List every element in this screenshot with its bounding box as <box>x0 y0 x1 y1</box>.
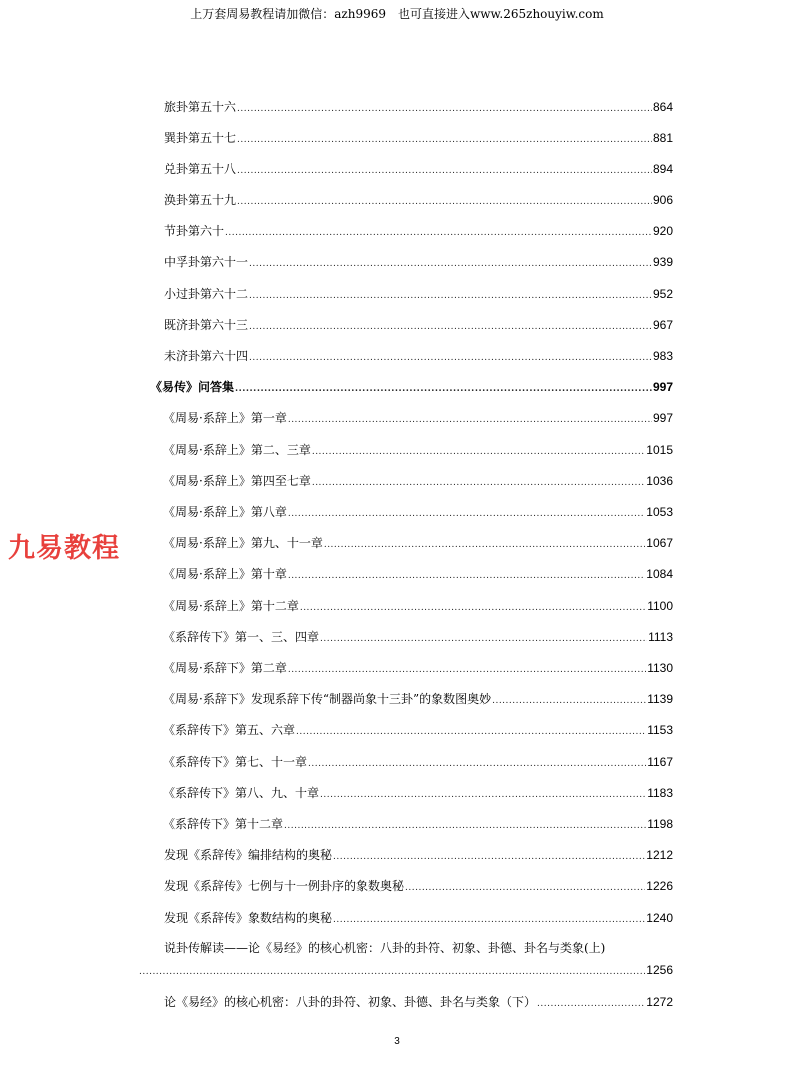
toc-entry-page: 1100 <box>647 599 673 613</box>
toc-entry-page: 967 <box>652 318 673 332</box>
toc-leader-dots <box>308 756 646 772</box>
toc-leader-dots <box>288 662 646 678</box>
toc-entry-title: 论《易经》的核心机密：八卦的卦符、初象、卦德、卦名与类象（下） <box>164 995 537 1009</box>
toc-entry-page: 1067 <box>646 536 673 550</box>
toc-entry-page: 1212 <box>646 848 673 862</box>
toc-entry[interactable] <box>164 317 673 333</box>
toc-entry[interactable] <box>163 598 673 614</box>
toc-entry-title: 《系辞传下》第五、六章 <box>163 723 296 737</box>
toc-entry[interactable] <box>164 878 673 894</box>
toc-leader-dots <box>225 225 652 241</box>
toc-entry[interactable] <box>164 130 673 146</box>
toc-leader-dots <box>405 880 645 896</box>
toc-leader-dots <box>312 444 645 460</box>
toc-entry-title: 发现《系辞传》编排结构的奥秘 <box>164 848 333 862</box>
toc-leader-dots <box>139 964 645 980</box>
toc-entry-page: 1272 <box>646 995 673 1009</box>
toc-leader-dots <box>537 996 645 1012</box>
toc-leader-dots <box>296 724 646 740</box>
toc-entry-title: 《系辞传下》第一、三、四章 <box>163 630 320 644</box>
toc-entry[interactable] <box>163 691 673 707</box>
toc-entry-title: 发现《系辞传》七例与十一例卦序的象数奥秘 <box>164 879 405 893</box>
toc-entry-title: 《系辞传下》第八、九、十章 <box>163 786 320 800</box>
toc-leader-dots <box>249 350 652 366</box>
toc-entry[interactable] <box>164 254 673 270</box>
toc-leader-dots <box>320 631 647 647</box>
toc-entry-title: 未济卦第六十四 <box>164 349 249 363</box>
toc-entry-title: 兑卦第五十八 <box>164 162 237 176</box>
toc-entry-title: 《系辞传下》第七、十一章 <box>163 755 308 769</box>
toc-entry-title: 小过卦第六十二 <box>164 287 249 301</box>
toc-entry[interactable] <box>163 442 673 458</box>
toc-entry-page: 920 <box>652 224 673 238</box>
toc-entry[interactable] <box>164 847 673 863</box>
toc-entry[interactable] <box>163 629 673 645</box>
toc-leader-dots <box>235 381 652 397</box>
page-number: 3 <box>394 1036 400 1047</box>
toc-entry-title: 《周易·系辞上》第十章 <box>163 567 287 581</box>
toc-entry[interactable] <box>164 994 673 1010</box>
toc-entry-page: 881 <box>652 131 673 145</box>
toc-entry-title: 《周易·系辞上》第四至七章 <box>163 474 311 488</box>
toc-entry-title: 《周易·系辞上》第八章 <box>163 505 287 519</box>
toc-entry-title: 既济卦第六十三 <box>164 318 249 332</box>
toc-entry-title: 巽卦第五十七 <box>164 131 237 145</box>
toc-entry[interactable] <box>163 722 673 738</box>
toc-entry[interactable] <box>164 192 673 208</box>
toc-entry[interactable] <box>164 99 673 115</box>
toc-entry-title: 《周易·系辞上》第十二章 <box>163 599 299 613</box>
toc-entry-wrapped-title[interactable]: 说卦传解读——论《易经》的核心机密：八卦的卦符、初象、卦德、卦名与类象(上) <box>164 941 606 955</box>
toc-leader-dots <box>237 101 652 117</box>
toc-entry-page: 1226 <box>646 879 673 893</box>
watermark-logo: 九易教程 <box>8 533 120 564</box>
toc-entry-title: 《周易·系辞下》发现系辞下传“制器尚象十三卦”的象数图奥妙 <box>163 692 492 706</box>
toc-entry[interactable] <box>163 816 673 832</box>
toc-leader-dots <box>492 693 646 709</box>
toc-entry-title: 《易传》问答集 <box>150 380 235 394</box>
toc-leader-dots <box>324 537 645 553</box>
toc-leader-dots <box>320 787 646 803</box>
toc-entry-page: 997 <box>652 411 673 425</box>
toc-entry-page: 1198 <box>647 817 673 831</box>
toc-entry-page: 1240 <box>646 911 673 925</box>
toc-entry-page: 1183 <box>647 786 673 800</box>
toc-entry-continuation[interactable] <box>138 962 673 978</box>
toc-entry-page: 894 <box>652 162 673 176</box>
toc-leader-dots <box>333 912 645 928</box>
toc-leader-dots <box>249 319 652 335</box>
toc-leader-dots <box>288 412 652 428</box>
toc-leader-dots <box>249 256 652 272</box>
toc-entry-page: 1256 <box>646 963 673 977</box>
toc-entry[interactable] <box>164 161 673 177</box>
toc-leader-dots <box>300 600 646 616</box>
toc-entry-title: 《周易·系辞上》第二、三章 <box>163 443 311 457</box>
toc-entry[interactable] <box>163 785 673 801</box>
toc-entry-page: 952 <box>652 287 673 301</box>
toc-leader-dots <box>288 506 645 522</box>
toc-entry[interactable] <box>164 910 673 926</box>
toc-entry-page: 906 <box>652 193 673 207</box>
page-header: 上万套周易教程请加微信：azh9969 也可直接进入www.265zhouyiw.com <box>190 7 604 21</box>
toc-entry-page: 983 <box>652 349 673 363</box>
toc-entry-title: 《周易·系辞上》第一章 <box>163 411 287 425</box>
toc-entry-page: 997 <box>652 380 673 394</box>
toc-entry-title: 涣卦第五十九 <box>164 193 237 207</box>
toc-leader-dots <box>288 568 645 584</box>
toc-entry-page: 1036 <box>646 474 673 488</box>
toc-entry-page: 1130 <box>647 661 673 675</box>
toc-leader-dots <box>312 475 645 491</box>
toc-entry-title: 发现《系辞传》象数结构的奥秘 <box>164 911 333 925</box>
toc-entry[interactable] <box>163 473 673 489</box>
toc-entry-page: 1053 <box>646 505 673 519</box>
toc-leader-dots <box>237 132 652 148</box>
toc-entry-title: 《周易·系辞上》第九、十一章 <box>163 536 323 550</box>
toc-entry-page: 1153 <box>647 723 673 737</box>
toc-entry-page: 1167 <box>647 755 673 769</box>
toc-leader-dots <box>237 163 652 179</box>
toc-entry-title: 《系辞传下》第十二章 <box>163 817 284 831</box>
toc-entry[interactable] <box>163 754 673 770</box>
toc-entry[interactable] <box>163 566 673 582</box>
toc-leader-dots <box>333 849 645 865</box>
toc-entry-title: 节卦第六十 <box>164 224 225 238</box>
toc-entry-title: 中孚卦第六十一 <box>164 255 249 269</box>
toc-entry[interactable] <box>163 504 673 520</box>
toc-entry[interactable] <box>164 348 673 364</box>
toc-entry[interactable] <box>164 223 673 239</box>
toc-entry[interactable] <box>163 660 673 676</box>
toc-entry[interactable] <box>163 535 673 551</box>
toc-leader-dots <box>284 818 646 834</box>
toc-entry-page: 1084 <box>646 567 673 581</box>
toc-entry-title: 旅卦第五十六 <box>164 100 237 114</box>
toc-entry-page: 864 <box>652 100 673 114</box>
toc-entry-page: 1015 <box>646 443 673 457</box>
toc-leader-dots <box>237 194 652 210</box>
toc-entry-title: 《周易·系辞下》第二章 <box>163 661 287 675</box>
toc-section-heading[interactable] <box>150 379 673 395</box>
toc-leader-dots <box>249 288 652 304</box>
toc-entry-page: 939 <box>652 255 673 269</box>
toc-entry[interactable] <box>164 286 673 302</box>
toc-entry-page: 1139 <box>647 692 673 706</box>
toc-entry[interactable] <box>163 410 673 426</box>
toc-entry-page: 1113 <box>648 630 673 644</box>
